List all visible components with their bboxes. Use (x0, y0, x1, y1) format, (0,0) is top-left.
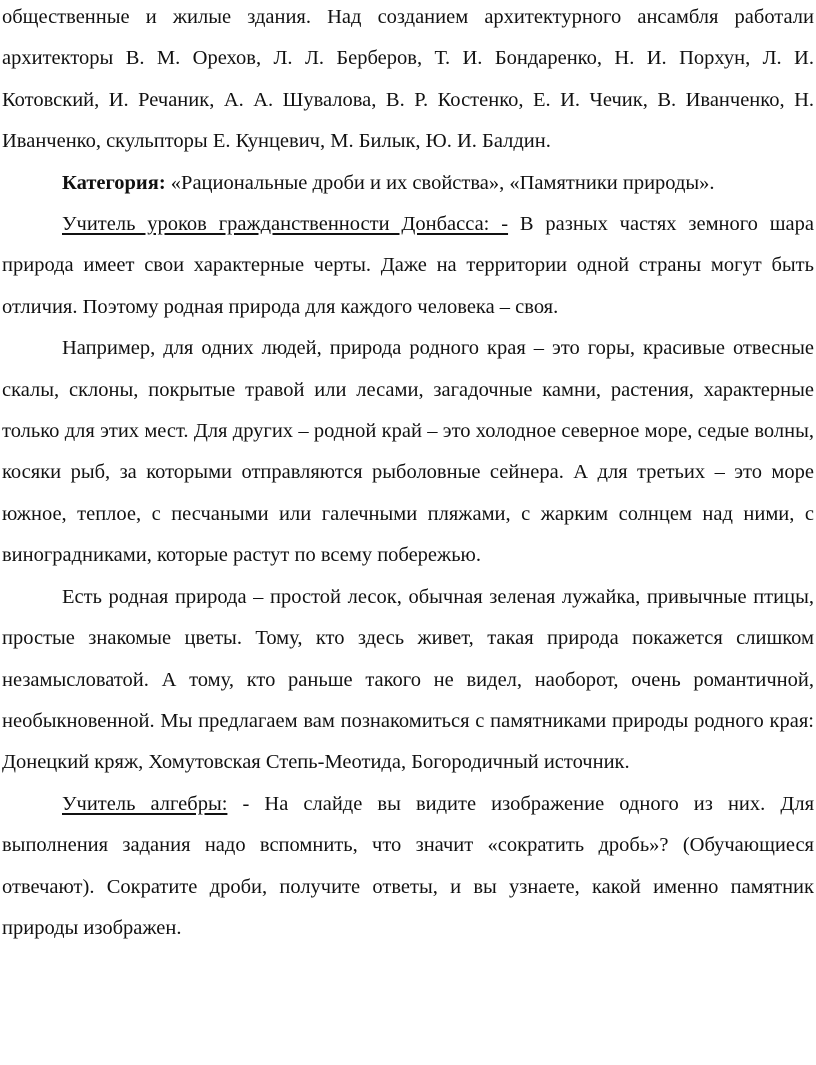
paragraph-algebra-teacher (2, 784, 814, 950)
algebra-teacher-speaker: Учитель алгебры: (62, 792, 228, 815)
category-text: «Рациональные дроби и их свойства», «Памятники природы». (165, 171, 715, 194)
civics-teacher-text: В разных частях земного шара природа имеет свои характерные черты. Даже на территории одной страны могут быть отличия. Поэтому родная природа для каждого человека – своя. (2, 213, 814, 318)
algebra-teacher-text: - На слайде вы видите изображение одного из них. Для выполнения задания надо вспомнить, что значит «сократить дробь»? (Обучающиеся отвечают). Сократите дроби, получите ответы, и вы узнаете, какой именно памятник природы изображен. (2, 792, 815, 939)
nature-examples-text: Например, для одних людей, природа родного края – это горы, красивые отвесные скалы, склоны, покрытые травой или лесами, загадочные камни, растения, характерные только для этих мест. Для других – родной край – это холодное северное море, седые волны, косяки рыб, за которыми отправляются рыболовные сейнера. А для третьих – это море южное, теплое, с песчаными или галечными пляжами, с жарким солнцем над ними, с виноградниками, которые растут по всему побережью. (2, 337, 814, 567)
paragraph-native-nature (2, 577, 814, 784)
civics-teacher-speaker: Учитель уроков гражданственности Донбасса: - (62, 213, 509, 236)
document-body (2, 0, 814, 949)
category-label: Категория: (62, 171, 166, 194)
paragraph-category (2, 163, 814, 204)
native-nature-text: Есть родная природа – простой лесок, обычная зеленая лужайка, привычные птицы, простые знакомые цветы. Тому, кто здесь живет, такая природа покажется слишком незамысловатой. А тому, кто раньше такого не видел, наоборот, очень романтичной, необыкновенной. Мы предлагаем вам познакомиться с памятниками природы родного края: Донецкий кряж, Хомутовская Степь-Меотида, Богородичный источник. (2, 585, 814, 774)
paragraph-civics-teacher (2, 204, 814, 328)
paragraph-architects (2, 0, 814, 163)
paragraph-architects-text: общественные и жилые здания. Над созданием архитектурного ансамбля работали архитекторы В. М. Орехов, Л. Л. Берберов, Т. И. Бондаренко, Н. И. Порхун, Л. И. Котовский, И. Речаник, А. А. Шувалова, В. Р. Костенко, Е. И. Чечик, В. Иванченко, Н. Иванченко, скульпторы Е. Кунцевич, М. Билык, Ю. И. Балдин. (2, 6, 814, 153)
paragraph-nature-examples (2, 328, 814, 576)
